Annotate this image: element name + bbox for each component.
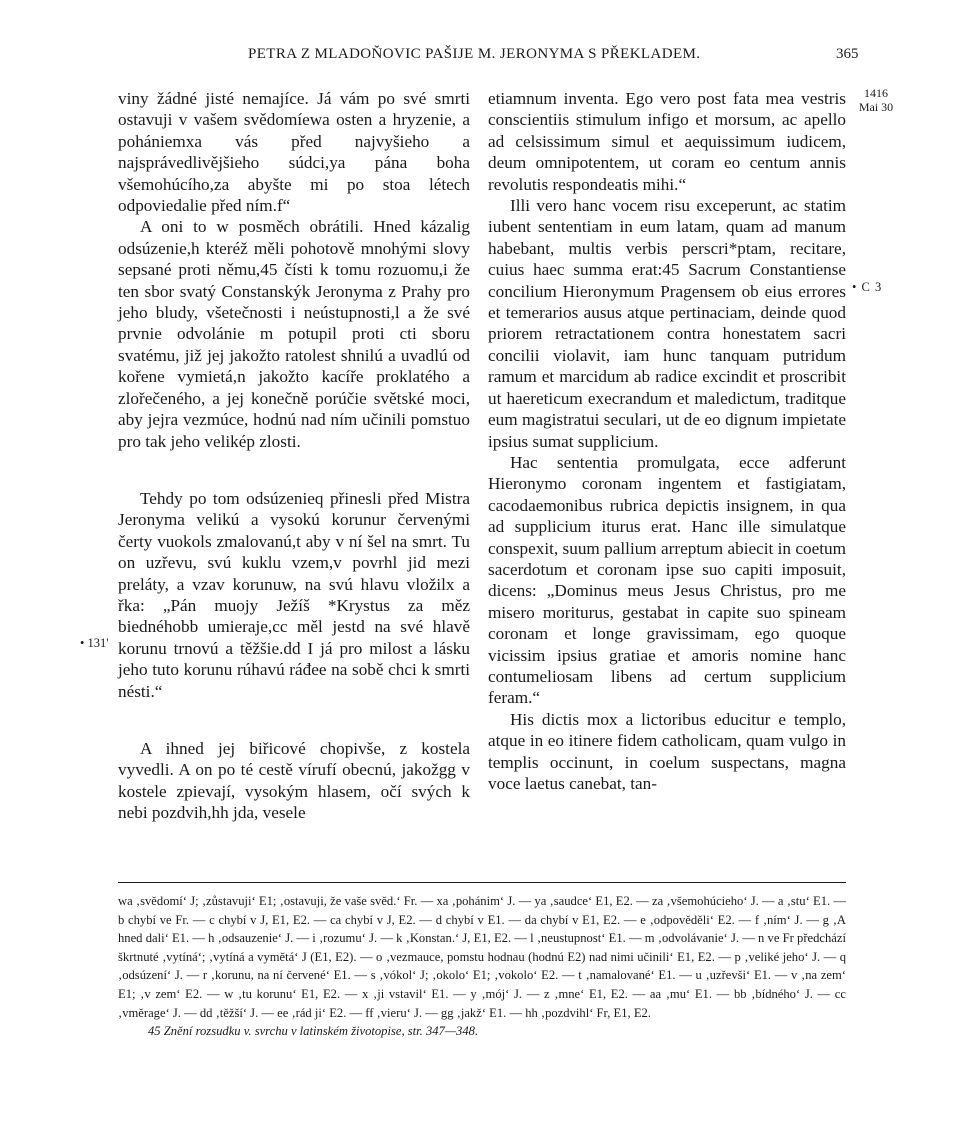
footnote-rule [118,882,846,883]
footnote-45: 45 Znění rozsudku v. svrchu v latinském životopise, str. 347—348. [148,1024,479,1039]
page-number: 365 [836,46,859,62]
margin-131-note: • 131' [80,636,109,650]
czech-paragraph-2: A oni to w posměch obrátili. Hned kázalig odsúzenie,h kteréž měli pohotově mnohými slovy sepsané proti němu,45 čísti k tomu rozuomu,i že ten sbor svatý Constanskýk Jeronyma z Prahy pro jeho bludy, všetečnosti i neústupnosti,l a že své prvnie odvolánie m potupil proti cti sboru svatému, již jej jakožto ratolest shnilú a uvadlú od kořene vymietá,n jakožto kacíře proklatého a zlořečeného, a jej konečně porúčie světské moci, aby jejra vezmúce, hodnú nad ním učinili pomstuo pro tak jeho velikép zlosti. [118,217,470,451]
margin-c3-note: • C 3 [852,280,883,294]
running-title: PETRA Z MLADOŇOVIC PAŠIJE M. JERONYMA S PŘEKLADEM. [248,46,701,62]
paragraph-gap [118,452,470,488]
footnote-apparatus: wa ‚svědomí‘ J; ‚zůstavuji‘ E1; ‚ostavuji, že vaše svěd.‘ Fr. — xa ‚pohánim‘ J. — ya ‚saudce‘ E1, E2. — za ‚všemohúcieho‘ J. — a ‚stu‘ E1. — b chybí ve Fr. — c chybí v J, E1, E2. — ca chybí v J, E2. — d chybí v E1. — da chybí v E1, E2. — e ‚odpověděli‘ E2. — f ‚ním‘ J. — g ‚A hned dali‘ E1. — h ‚odsauzenie‘ J. — i ‚rozumu‘ J. — k ‚Konstan.‘ J, E1, E2. — l ‚neustupnost‘ E1. — m ‚odvolávanie‘ J. — n ve Fr předchází škrtnuté ‚vytíná‘; ‚vytíná a vymětá‘ J (E1, E2). — o ‚vezmauce, pomstu hodnau (hodnú E2) nad nimi učinili‘ E1, E2. — p ‚veliké jeho‘ J. — q ‚odsúzení‘ J. — r ‚korunu, na ní červené‘ E1. — s ‚vókol‘ J; ‚okolo‘ E1; ‚vokolo‘ E2. — t ‚namalované‘ E1. — u ‚uzřevši‘ E1. — v ‚na zem‘ E1; ‚v zem‘ E2. — w ‚tu korunu‘ E1, E2. — x ‚ji vstavil‘ E1. — y ‚mój‘ J. — z ‚mne‘ E1, E2. — aa ‚mu‘ E1. — bb ‚bídného‘ J. — cc ‚vměrage‘ J. — dd ‚těžší‘ J. — ee ‚rád ji‘ E2. — ff ‚vieru‘ J. — gg ‚jakž‘ E1. — hh ‚pozdvihl‘ Fr, E1, E2. [118,894,846,1020]
paragraph-gap [118,702,470,738]
footnotes [118,892,846,1041]
latin-paragraph-1: etiamnum inventa. Ego vero post fata mea vestris conscientiis stimulum infigo et morsum, ac apello ad celsissimum simul et aequissimum iudicem, deum omnipotentem, ut coram eo centum annis revolutis respondeatis mihi.“ [488,89,846,194]
latin-paragraph-4: His dictis mox a lictoribus educitur e templo, atque in eo itinere fidem catholicam, quam vulgo in templis occinunt, in coelum suspectans, magna voce laetus canebat, tan- [488,709,846,793]
czech-paragraph-3: Tehdy po tom odsúzenieq přinesli před Mistra Jeronyma velikú a vysokú korunur červenými čerty vuokols zmalovanú,t aby v ní šel na smrt. Tu on uzřevu, svú kuklu vzem,v povrhl jid mezi preláty, a vzav korunuw, na svú hlavu vložilx a řka: „Pán muojy Ježíš *Krystus za měz biednéhobb umieraje,cc měl jestd na své hlavě korunu trnovú a těžšie.dd I já pro milost a lásku jeho tuto korunu rúhavú ráđee na sobě chci k smrti nésti.“ [118,488,470,701]
latin-column [488,88,846,794]
czech-paragraph-1: viny žádné jisté nemajíce. Já vám po své smrti ostavuji v vašem svědomíewa osten a hryzenie, a pohániemxa vás před najvyšieho a najsprávedlivějšieho súdci,ya pána boha všemohúcího,za abyšte mi po stoa létech odpoviedalie před ním.f“ [118,89,470,216]
czech-paragraph-4: A ihned jej biřicové chopivše, z kostela vyvedli. A on po té cestě vírufí obecnú, jakožgg v kostele zpievají, vysokým hlasem, očí svých k nebi pozdvih,hh jda, vesele [118,738,470,823]
running-header [0,46,960,70]
latin-paragraph-2: Illi vero hanc vocem risu exceperunt, ac statim iubent sententiam in eum latam, quam ad manum habebant, multis verbis perscri*ptam, recitare, cuius haec summa erat:45 Sacrum Constantiense concilium Hieronymum Pragensem ob eius errores et temerarios ausus atque pertinaciam, deinde quod priorem retractationem contra honestatem sacri concilii violavit, iam hunc tanquam putridum ramum et marcidum ab radice excindit et proscribit ut haereticum execrandum et maledictum, traditque eum magistratui seculari, ut de eo dignum impietate ipsius sumat supplicium. [488,196,846,451]
latin-paragraph-3: Hac sententia promulgata, ecce adferunt Hieronymo coronam ingentem et fastigiatam, cacodaemonibus rubrica depictis insignem, in qua ad supplicium iturus erat. Hanc ille simulatque conspexit, suum pallium arreptum abiecit in coetum sacerdotum et coronam ipse suo capiti imposuit, dicens: „Dominus meus Jesus Christus, pro me misero moriturus, gestabat in capite suo spineam coronam et longe gravissimam, ego quoque vicissim ipsius gratiae et amoris nomine hanc contumeliosam libens ad certum supplicium feram.“ [488,452,846,708]
margin-date-note: 1416 Mai 30 [858,86,894,114]
czech-column [118,88,470,824]
